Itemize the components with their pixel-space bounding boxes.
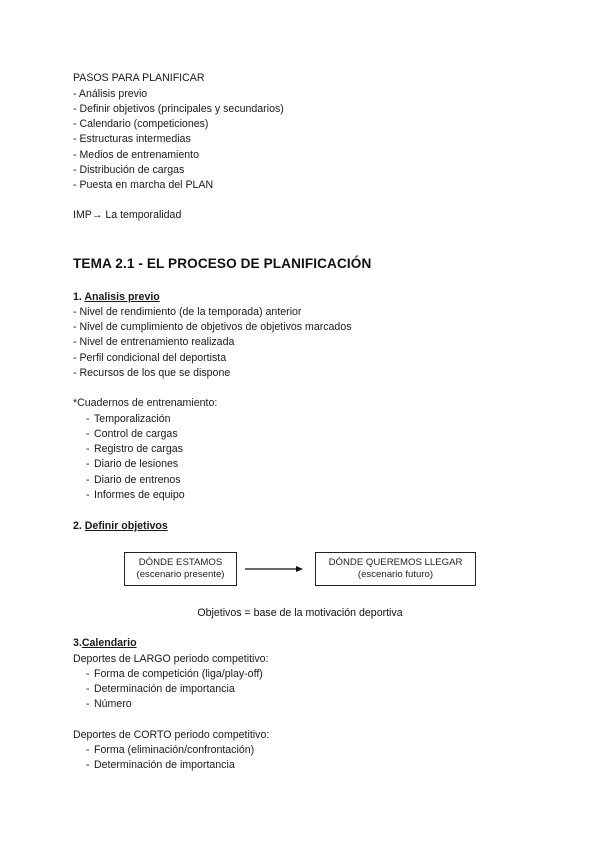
section1-item: - Nivel de entrenamiento realizada: [73, 336, 235, 348]
intro-note: IMP→ La temporalidad: [73, 209, 182, 221]
long-period-title: Deportes de LARGO periodo competitivo:: [73, 653, 269, 665]
notebook-item: - Registro de cargas: [86, 443, 183, 455]
notebooks-title: *Cuadernos de entrenamiento:: [73, 397, 218, 409]
intro-title: PASOS PARA PLANIFICAR: [73, 72, 205, 84]
section1-title: Analisis previo: [84, 291, 160, 303]
intro-step: - Distribución de cargas: [73, 164, 185, 176]
section2-title: Definir objetivos: [84, 520, 168, 532]
intro-step: - Definir objetivos (principales y secundarios): [73, 103, 284, 115]
short-period-title: Deportes de CORTO periodo competitivo:: [73, 729, 270, 741]
objectives-caption: Objetivos = base de la motivación deportiva: [197, 607, 403, 619]
short-period-item: - Determinación de importancia: [86, 759, 235, 771]
section2-heading: [73, 520, 168, 533]
section2-number: 2.: [73, 520, 85, 532]
section1-item: - Perfil condicional del deportista: [73, 352, 227, 364]
section3-heading: [73, 637, 137, 650]
section1-item: - Recursos de los que se dispone: [73, 367, 231, 379]
intro-step: - Medios de entrenamiento: [73, 149, 200, 161]
section1-heading: [73, 291, 160, 304]
section1-item: - Nivel de cumplimiento de objetivos de objetivos marcados: [73, 321, 352, 333]
long-period-item: - Determinación de importancia: [86, 683, 235, 695]
section1-number: 1.: [73, 291, 85, 303]
page-heading: TEMA 2.1 - EL PROCESO DE PLANIFICACIÓN: [73, 256, 372, 271]
section1-item: - Nivel de rendimiento (de la temporada) anterior: [73, 306, 302, 318]
section3-title: Calendario: [81, 637, 137, 649]
notebook-item: - Diario de lesiones: [86, 458, 179, 470]
long-period-item: - Número: [86, 698, 132, 710]
future-scenario-label: DÓNDE QUEREMOS LLEGAR: [328, 557, 463, 568]
future-scenario-sublabel: (escenario futuro): [357, 568, 434, 580]
present-scenario-sublabel: (escenario presente): [136, 568, 225, 580]
notebook-item: - Control de cargas: [86, 428, 178, 440]
long-period-item: - Forma de competición (liga/play-off): [86, 668, 263, 680]
short-period-item: - Forma (eliminación/confrontación): [86, 744, 255, 756]
arrow-right-icon: [245, 563, 303, 575]
present-scenario-label: DÓNDE ESTAMOS: [138, 557, 223, 568]
intro-step: - Análisis previo: [73, 88, 148, 100]
notebook-item: - Informes de equipo: [86, 489, 185, 501]
intro-step: - Estructuras intermedias: [73, 133, 191, 145]
intro-step: - Calendario (competiciones): [73, 118, 209, 130]
notebook-item: - Temporalización: [86, 413, 171, 425]
notebook-item: - Diario de entrenos: [86, 474, 181, 486]
future-scenario-box: [315, 552, 476, 586]
present-scenario-box: [124, 552, 237, 586]
section3-number: 3.: [73, 637, 82, 649]
intro-step: - Puesta en marcha del PLAN: [73, 179, 214, 191]
